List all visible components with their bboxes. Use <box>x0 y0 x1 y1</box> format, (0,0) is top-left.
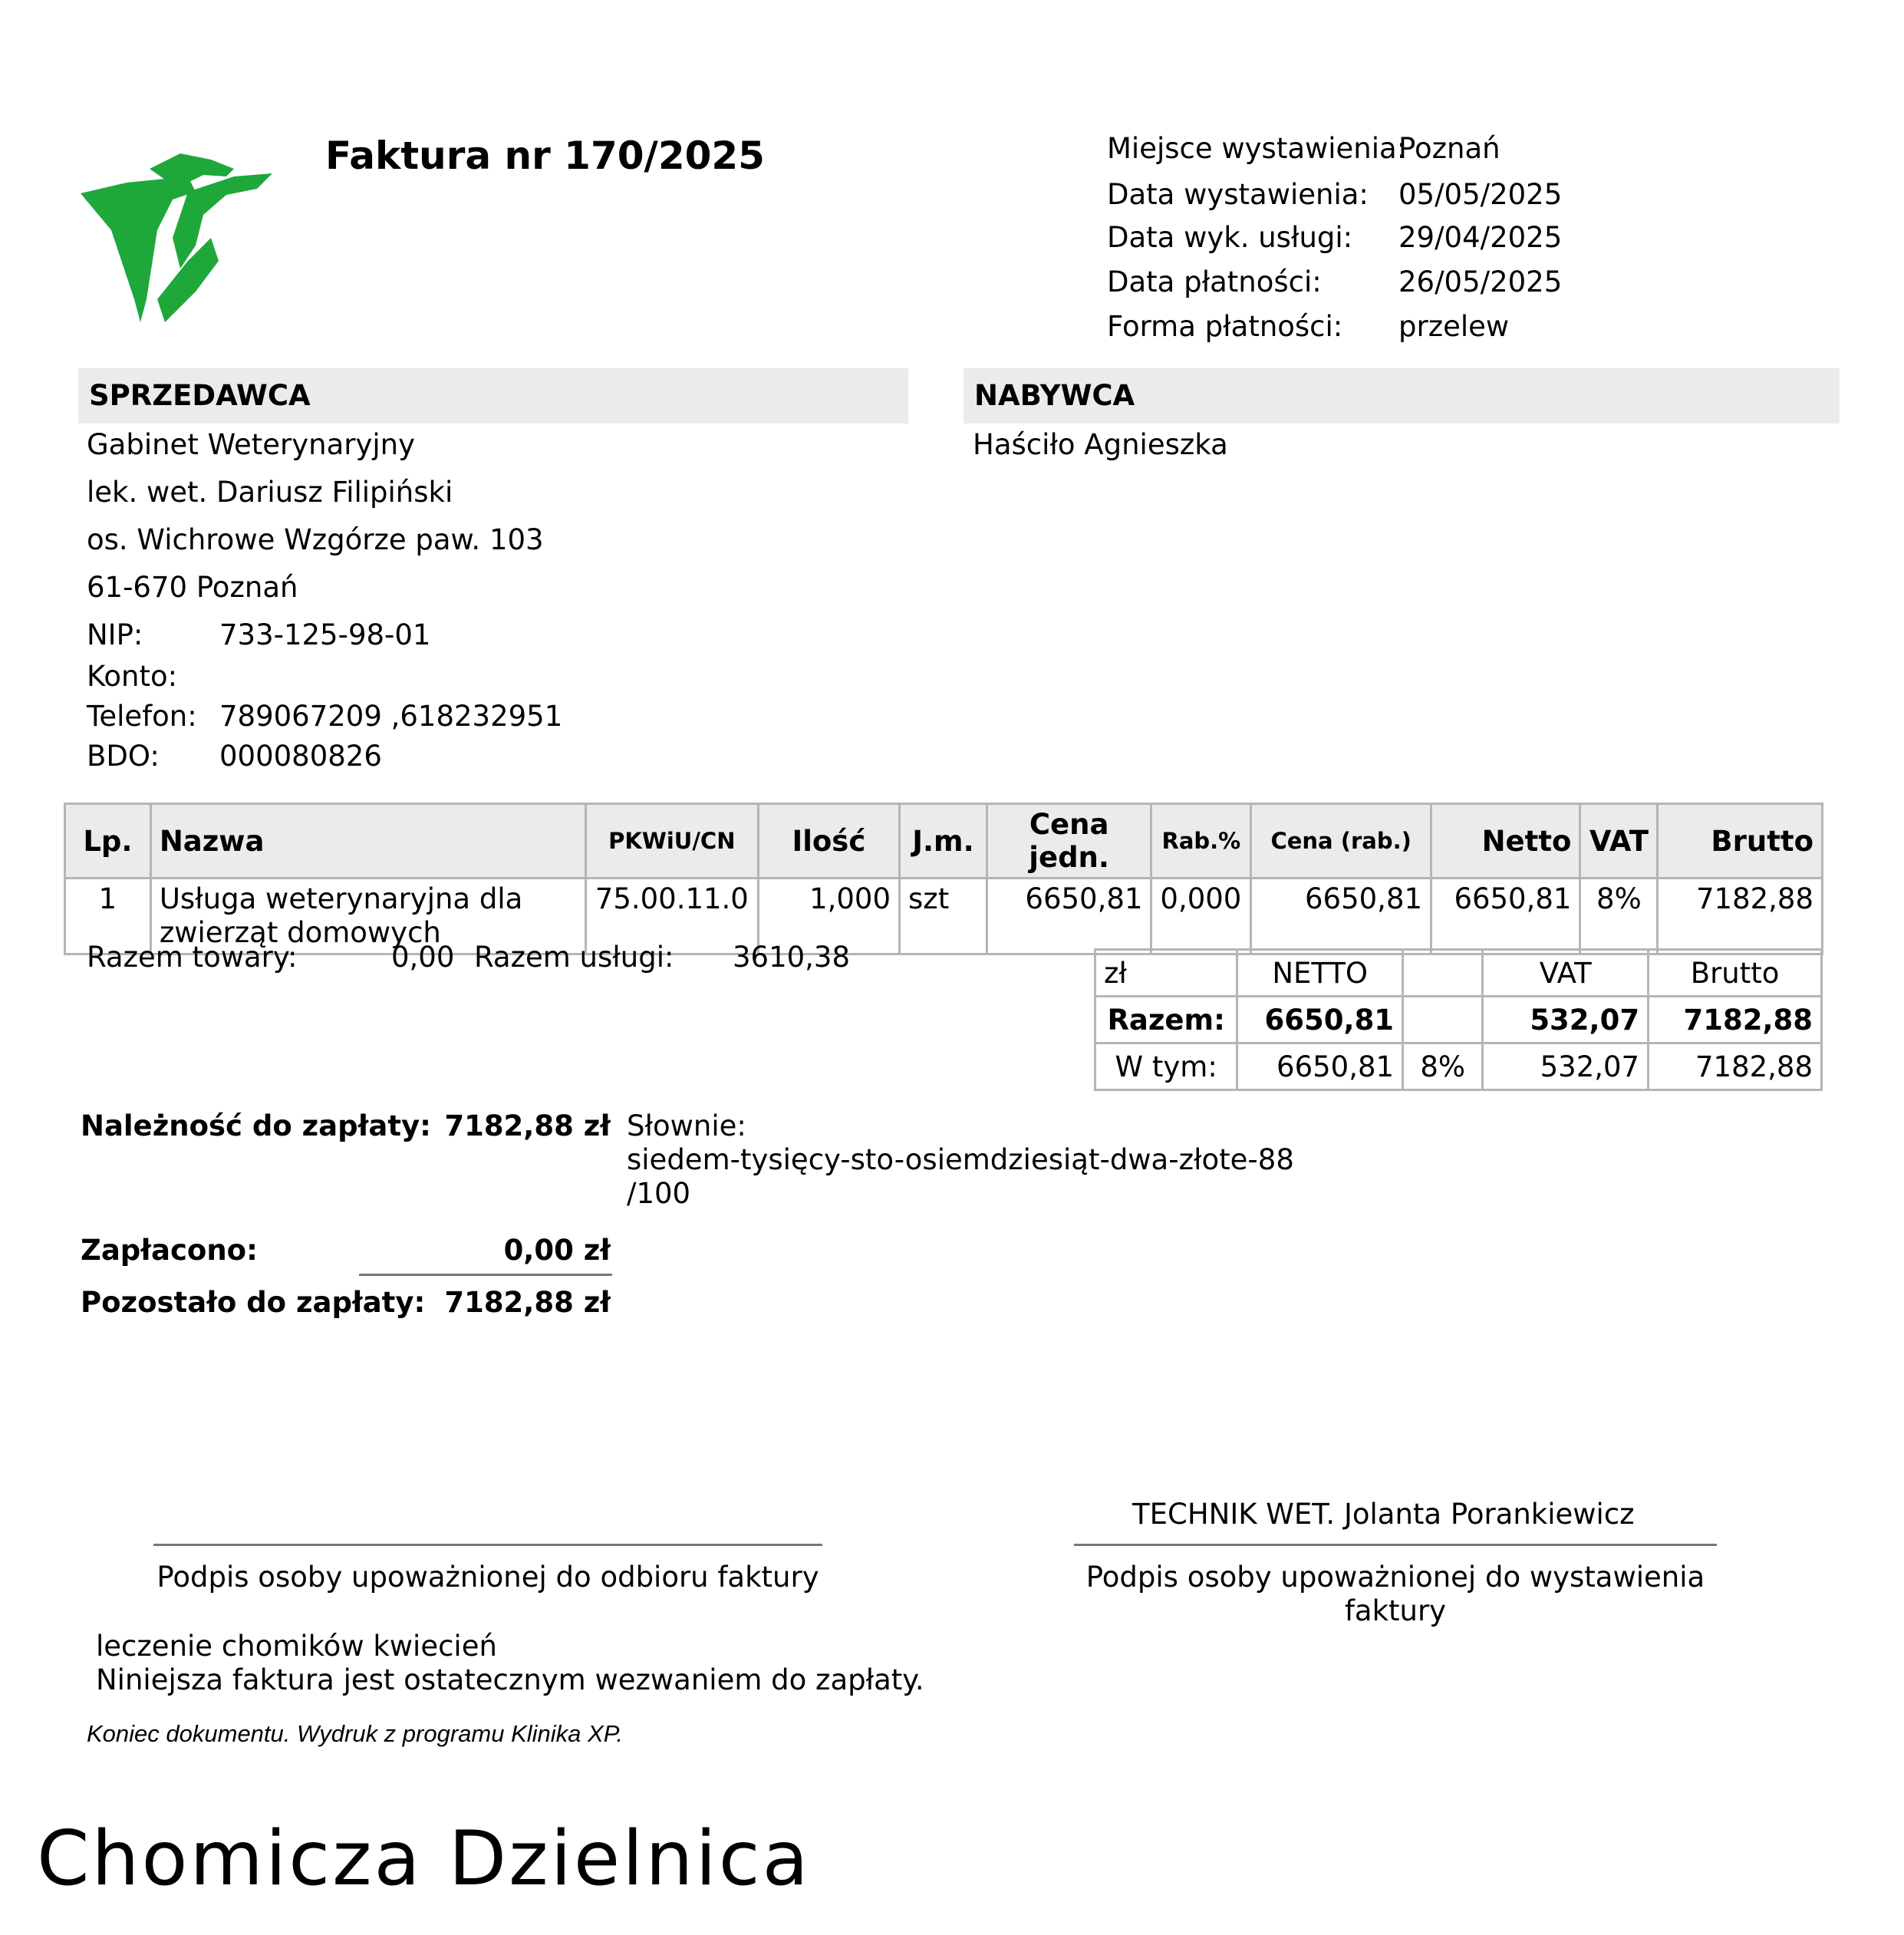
summary-breakdown-netto: 6650,81 <box>1237 1043 1403 1090</box>
seller-line: Gabinet Weterynaryjny <box>87 428 416 461</box>
issuer-name: TECHNIK WET. Jolanta Porankiewicz <box>1132 1498 1635 1531</box>
in-words-label: Słownie: <box>627 1109 746 1142</box>
paid-value: 0,00 zł <box>503 1234 611 1267</box>
invoice-title: Faktura nr 170/2025 <box>325 134 765 178</box>
cell-netto: 6650,81 <box>1431 878 1580 954</box>
meta-label: Data płatności: <box>1107 265 1322 298</box>
cell-jm: szt <box>900 878 987 954</box>
note-line: Niniejsza faktura jest ostatecznym wezwaniem do zapłaty. <box>96 1663 924 1696</box>
seller-line: 61-670 Poznań <box>87 571 298 604</box>
cell-pkwiu: 75.00.11.0 <box>585 878 758 954</box>
seller-heading: SPRZEDAWCA <box>78 368 908 424</box>
cell-brutto: 7182,88 <box>1658 878 1823 954</box>
seller-bdo-label: BDO: <box>87 740 160 773</box>
clinic-logo <box>81 146 280 330</box>
services-total-label: Razem usługi: <box>474 941 674 974</box>
goods-total-value: 0,00 <box>391 941 455 974</box>
goods-total-label: Razem towary: <box>87 941 298 974</box>
col-rab: Rab.% <box>1151 804 1251 878</box>
cell-cena-rab: 6650,81 <box>1251 878 1431 954</box>
meta-value: 26/05/2025 <box>1398 265 1563 298</box>
paid-divider <box>359 1274 612 1276</box>
cell-lp: 1 <box>65 878 151 954</box>
buyer-name: Haściło Agnieszka <box>973 428 1228 461</box>
in-words-line1: siedem-tysięcy-sto-osiemdziesiąt-dwa-złote-88 <box>627 1143 1294 1176</box>
col-ilosc: Ilość <box>758 804 899 878</box>
items-table <box>64 803 1823 955</box>
summary-currency: zł <box>1095 950 1237 997</box>
seller-nip-label: NIP: <box>87 618 143 651</box>
col-cena-rab: Cena (rab.) <box>1251 804 1431 878</box>
meta-label: Forma płatności: <box>1107 310 1343 343</box>
cell-nazwa: Usługa weterynaryjna dla zwierząt domowych <box>150 878 585 954</box>
meta-value: Poznań <box>1398 132 1500 165</box>
summary-total-brutto: 7182,88 <box>1649 997 1822 1043</box>
seller-line: os. Wichrowe Wzgórze paw. 103 <box>87 523 544 556</box>
cell-rab: 0,000 <box>1151 878 1251 954</box>
meta-value: 05/05/2025 <box>1398 178 1563 211</box>
seller-phone-label: Telefon: <box>87 700 197 733</box>
summary-total-vat: 532,07 <box>1483 997 1649 1043</box>
col-pkwiu: PKWiU/CN <box>585 804 758 878</box>
seller-phone-value: 789067209 ,618232951 <box>219 700 563 733</box>
summary-breakdown-vat: 532,07 <box>1483 1043 1649 1090</box>
items-header-row <box>65 804 1823 878</box>
document-footer: Koniec dokumentu. Wydruk z programu Klinika XP. <box>87 1720 623 1747</box>
meta-value: 29/04/2025 <box>1398 221 1563 254</box>
seller-bdo-value: 000080826 <box>219 740 382 773</box>
note-line: leczenie chomików kwiecień <box>96 1630 497 1663</box>
cell-cena: 6650,81 <box>987 878 1151 954</box>
summary-breakdown-rate: 8% <box>1403 1043 1483 1090</box>
summary-rate-header <box>1403 950 1483 997</box>
col-cena: Cena jedn. <box>987 804 1151 878</box>
meta-label: Data wyk. usługi: <box>1107 221 1353 254</box>
summary-vat-header: VAT <box>1483 950 1649 997</box>
summary-netto-header: NETTO <box>1237 950 1403 997</box>
buyer-heading: NABYWCA <box>964 368 1840 424</box>
in-words-line2: /100 <box>627 1177 691 1210</box>
meta-label: Data wystawienia: <box>1107 178 1369 211</box>
remaining-label: Pozostało do zapłaty: <box>81 1286 426 1319</box>
vat-summary-table <box>1094 948 1823 1091</box>
issuer-caption-line1: Podpis osoby upoważnionej do wystawienia <box>1085 1561 1705 1594</box>
col-brutto: Brutto <box>1658 804 1823 878</box>
seller-account-label: Konto: <box>87 660 178 693</box>
summary-total-rate <box>1403 997 1483 1043</box>
summary-brutto-header: Brutto <box>1649 950 1822 997</box>
table-row <box>65 878 1823 954</box>
summary-header-row <box>1095 950 1822 997</box>
amount-due-value: 7182,88 zł <box>444 1109 611 1142</box>
issuer-signature-line <box>1074 1544 1717 1546</box>
col-jm: J.m. <box>900 804 987 878</box>
paid-label: Zapłacono: <box>81 1234 258 1267</box>
cell-ilosc: 1,000 <box>758 878 899 954</box>
watermark-text: Chomicza Dzielnica <box>37 1815 811 1903</box>
summary-total-netto: 6650,81 <box>1237 997 1403 1043</box>
summary-breakdown-brutto: 7182,88 <box>1649 1043 1822 1090</box>
meta-value: przelew <box>1398 310 1510 343</box>
summary-total-label: Razem: <box>1095 997 1237 1043</box>
seller-nip-value: 733-125-98-01 <box>219 618 431 651</box>
summary-total-row <box>1095 997 1822 1043</box>
col-nazwa: Nazwa <box>150 804 585 878</box>
cell-vat: 8% <box>1580 878 1658 954</box>
receiver-caption: Podpis osoby upoważnionej do odbioru faktury <box>156 1561 819 1594</box>
seller-line: lek. wet. Dariusz Filipiński <box>87 476 453 509</box>
col-netto: Netto <box>1431 804 1580 878</box>
amount-due-label: Należność do zapłaty: <box>81 1109 431 1142</box>
meta-label: Miejsce wystawienia: <box>1107 132 1407 165</box>
services-total-value: 3610,38 <box>733 941 851 974</box>
summary-breakdown-row <box>1095 1043 1822 1090</box>
remaining-value: 7182,88 zł <box>444 1286 611 1319</box>
summary-breakdown-label: W tym: <box>1095 1043 1237 1090</box>
col-vat: VAT <box>1580 804 1658 878</box>
col-lp: Lp. <box>65 804 151 878</box>
issuer-caption-line2: faktury <box>1344 1594 1447 1627</box>
receiver-signature-line <box>153 1544 822 1546</box>
